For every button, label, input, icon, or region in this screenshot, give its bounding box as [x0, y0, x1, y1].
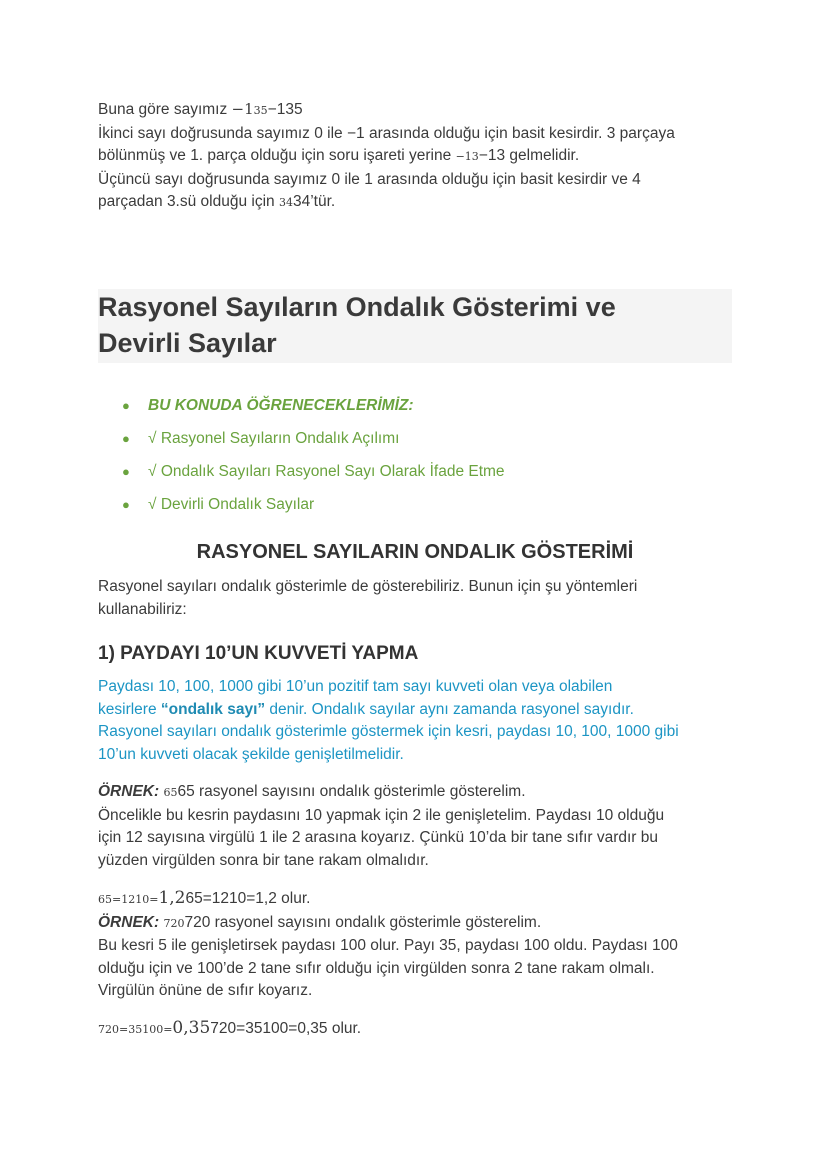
example-2: 65=1210=1,265=1210=1,2 olur. ÖRNEK: 720720 rasyonel sayısını ondalık gösterimle gösterelim. Bu kesri 5 ile genişletirsek paydası 100 olur. Payı 35, paydası 100 oldu. Paydası 100 olduğu için ve 100’de 2 tane sıfır olduğu için virgülden sonra 2 tane rakam olmalı. Virgülün önüne de sıfır koyarız. — [98, 887, 728, 1003]
math-fraction-inline: 34 — [278, 196, 293, 209]
section-title: Rasyonel Sayıların Ondalık Gösterimi ve Devirli Sayılar — [98, 292, 616, 358]
bullet-icon: ● — [122, 497, 130, 512]
topics-list — [98, 392, 718, 524]
math-fraction-inline: 720 — [163, 916, 185, 930]
math-fraction-inline: 35 — [253, 104, 268, 117]
bullet-icon: ● — [122, 431, 130, 446]
bullet-icon: ● — [122, 464, 130, 479]
intro-line-2: İkinci sayı doğrusunda sayımız 0 ile −1 arasında olduğu için basit kesirdir. 3 parçaya — [98, 124, 675, 142]
equation-line: 65=1210=1,265=1210=1,2 olur. — [98, 888, 311, 908]
math-fraction-inline: −13 — [455, 150, 479, 163]
method-heading: 1) PAYDAYI 10’UN KUVVETİ YAPMA — [98, 643, 419, 664]
definition-paragraph: Paydası 10, 100, 1000 gibi 10’un pozitif tam sayı kuvveti olan veya olabilen kesirlere “ondalık sayı” denir. Ondalık sayılar aynı zamanda rasyonel sayıdır. Rasyonel sayıları ondalık gösterimle göstermek için kesri, paydası 10, 100, 1000 gibi 10’un kuvveti olacak şekilde genişletilmelidir. — [98, 678, 679, 763]
list-item: ● √ Rasyonel Sayıların Ondalık Açılımı — [98, 425, 718, 458]
intro-line-3: bölünmüş ve 1. parça olduğu için soru işareti yerine −13−13 gelmelidir. — [98, 147, 580, 164]
intro-line-5: parçadan 3.sü olduğu için 3434’tür. — [98, 193, 336, 210]
bullet-icon: ● — [122, 398, 130, 413]
example-label: ÖRNEK: — [98, 783, 160, 800]
intro-paragraph — [98, 98, 738, 215]
example-3-equation — [98, 1017, 728, 1042]
highlight-term: “ondalık sayı” — [160, 700, 266, 718]
equation-line: 720=35100=0,35720=35100=0,35 olur. — [98, 1018, 362, 1038]
list-item: ● BU KONUDA ÖĞRENECEKLERİMİZ: — [98, 392, 718, 425]
intro-text: Rasyonel sayıları ondalık gösterimle de gösterebiliriz. Bunun için şu yöntemleri kullanabiliriz: — [98, 578, 638, 618]
example-1: ÖRNEK: 6565 rasyonel sayısını ondalık gösterimle gösterelim. Öncelikle bu kesrin paydasını 10 yapmak için 2 ile genişletelim. Paydası 10 olduğu için 12 sayısına virgülü 1 ile 2 arasına koyarız. Çünkü 10’da bir tane sıfır vardır bu yüzden virgülden sonra bir tane rakam olmalıdır. — [98, 783, 665, 869]
list-item: ● √ Devirli Ondalık Sayılar — [98, 491, 718, 524]
intro-line-1: Buna göre sayımız −135−135 — [98, 100, 303, 118]
math-fraction-inline: 65 — [163, 786, 178, 799]
example-label: ÖRNEK: — [98, 913, 160, 931]
list-item: ● √ Ondalık Sayıları Rasyonel Sayı Olarak İfade Etme — [98, 458, 718, 491]
math-minus-one: −1 — [231, 100, 254, 118]
intro-line-4: Üçüncü sayı doğrusunda sayımız 0 ile 1 arasında olduğu için basit kesirdir ve 4 — [98, 170, 641, 188]
subsection-heading: RASYONEL SAYILARIN ONDALIK GÖSTERİMİ — [196, 541, 634, 563]
